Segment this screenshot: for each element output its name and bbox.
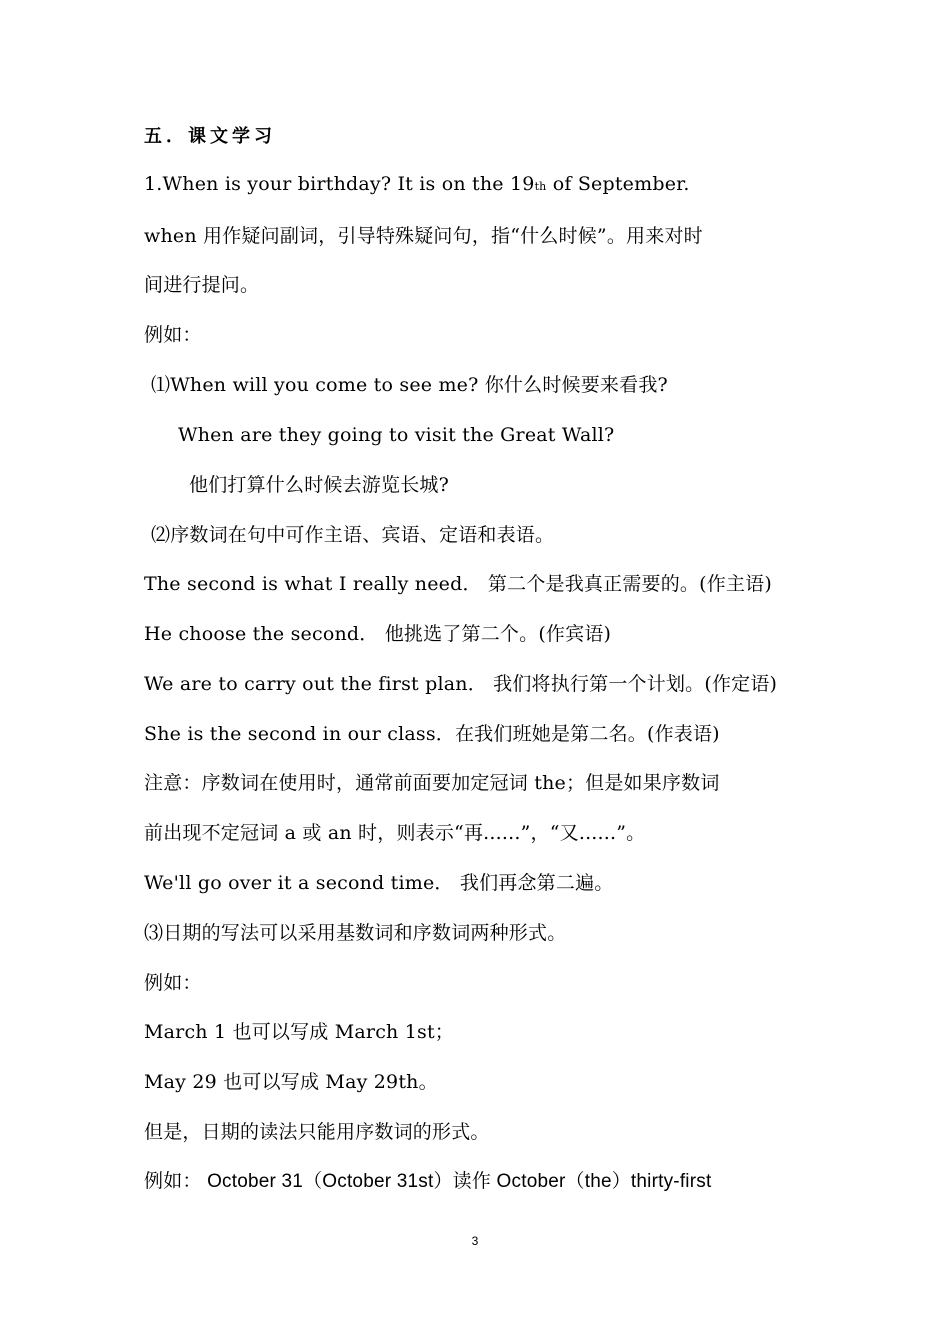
reading-example: 例如： October 31（October 31st）读作 October（the）thirty-first	[144, 1171, 712, 1192]
example-2-translation: 他们打算什么时候去游览长城?	[189, 474, 449, 496]
date-example-1: March 1 也可以写成 March 1st；	[144, 1021, 455, 1043]
sentence-predicative: She is the second in our class．在我们班她是第二名。(作表语)	[144, 723, 720, 745]
explanation-line-2: 间进行提问。	[144, 274, 260, 296]
section-heading: 五．课文学习	[144, 126, 276, 147]
note-line-2: 前出现不定冠词 a 或 an 时，则表示“再......”，“又......”。	[144, 822, 646, 844]
question-1-text: 1.When is your birthday? It is on the 19	[144, 173, 535, 195]
note-example: We'll go over it a second time． 我们再念第二遍。	[144, 872, 614, 894]
page-number: 3	[471, 1234, 479, 1248]
example-1: ⑴When will you come to see me? 你什么时候要来看我?	[151, 374, 668, 396]
point-2: ⑵序数词在句中可作主语、宾语、定语和表语。	[151, 524, 555, 546]
sentence-attribute: We are to carry out the first plan． 我们将执行第一个计划。(作定语)	[144, 673, 778, 695]
example-label-2: 例如：	[144, 972, 202, 994]
note-line-1: 注意：序数词在使用时，通常前面要加定冠词 the；但是如果序数词	[144, 772, 720, 794]
date-example-2: May 29 也可以写成 May 29th。	[144, 1071, 438, 1093]
example-2: When are they going to visit the Great Wall?	[178, 424, 615, 446]
example-label: 例如：	[144, 324, 202, 346]
sentence-subject: The second is what I really need． 第二个是我真正需要的。(作主语)	[144, 573, 772, 595]
question-1-tail: of September.	[546, 173, 690, 195]
ordinal-suffix: th	[534, 180, 547, 193]
sentence-object: He choose the second． 他挑选了第二个。(作宾语)	[144, 623, 612, 645]
point-3: ⑶日期的写法可以采用基数词和序数词两种形式。	[144, 922, 567, 944]
explanation-line-1: when 用作疑问副词，引导特殊疑问句，指“什么时候”。用来对时	[144, 225, 703, 247]
question-1	[144, 171, 690, 200]
reading-rule: 但是，日期的读法只能用序数词的形式。	[144, 1121, 490, 1143]
